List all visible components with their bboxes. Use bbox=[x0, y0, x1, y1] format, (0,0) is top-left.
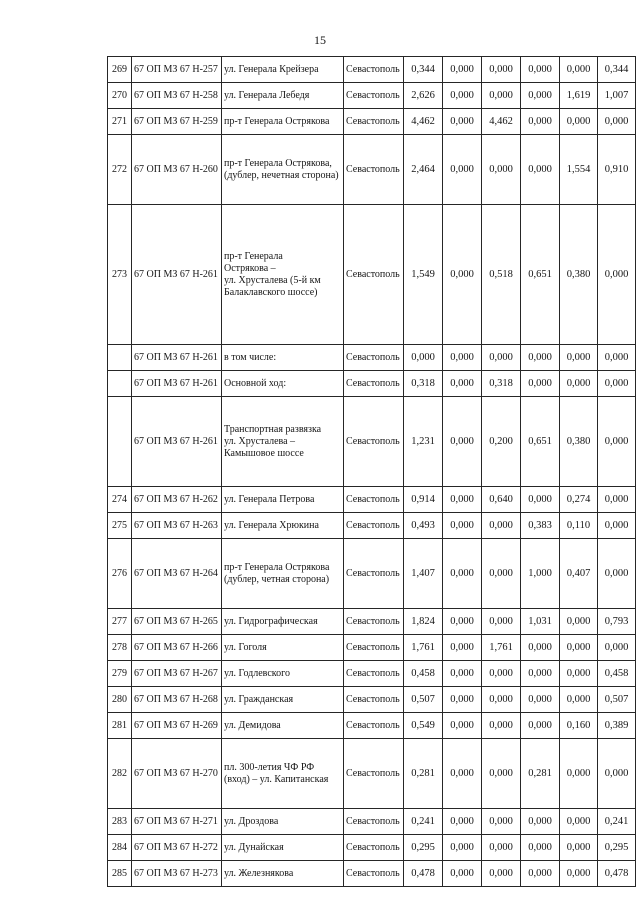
length-part-2-cell: 0,318 bbox=[482, 371, 521, 397]
settlement-cell: Севастополь bbox=[344, 713, 404, 739]
length-part-4-cell: 0,380 bbox=[560, 205, 598, 345]
road-id-cell: 67 ОП МЗ 67 Н-263 bbox=[132, 513, 222, 539]
length-part-5-cell: 0,793 bbox=[598, 609, 636, 635]
length-part-3-cell: 0,000 bbox=[521, 861, 560, 887]
settlement-cell: Севастополь bbox=[344, 835, 404, 861]
length-part-2-cell: 0,000 bbox=[482, 513, 521, 539]
road-name-cell: пр-т Генерала Острякова bbox=[222, 109, 344, 135]
road-id-cell: 67 ОП МЗ 67 Н-257 bbox=[132, 57, 222, 83]
length-total-cell: 0,318 bbox=[404, 371, 443, 397]
length-part-3-cell: 0,000 bbox=[521, 109, 560, 135]
table-row bbox=[108, 835, 636, 861]
road-name-cell: ул. Генерала Лебедя bbox=[222, 83, 344, 109]
settlement-cell: Севастополь bbox=[344, 83, 404, 109]
length-part-3-cell: 0,651 bbox=[521, 205, 560, 345]
length-part-4-cell: 0,000 bbox=[560, 57, 598, 83]
table-row bbox=[108, 739, 636, 809]
table-row bbox=[108, 487, 636, 513]
length-total-cell: 0,914 bbox=[404, 487, 443, 513]
length-part-3-cell: 0,000 bbox=[521, 135, 560, 205]
settlement-cell: Севастополь bbox=[344, 397, 404, 487]
row-number-cell: 270 bbox=[108, 83, 132, 109]
length-part-3-cell: 0,000 bbox=[521, 635, 560, 661]
road-id-cell: 67 ОП МЗ 67 Н-269 bbox=[132, 713, 222, 739]
length-total-cell: 1,549 bbox=[404, 205, 443, 345]
length-part-2-cell: 0,640 bbox=[482, 487, 521, 513]
length-part-2-cell: 0,518 bbox=[482, 205, 521, 345]
table-row bbox=[108, 397, 636, 487]
length-total-cell: 0,549 bbox=[404, 713, 443, 739]
road-id-cell: 67 ОП МЗ 67 Н-265 bbox=[132, 609, 222, 635]
page-number: 15 bbox=[314, 33, 326, 47]
road-id-cell: 67 ОП МЗ 67 Н-261 bbox=[132, 371, 222, 397]
length-part-1-cell: 0,000 bbox=[443, 687, 482, 713]
settlement-cell: Севастополь bbox=[344, 345, 404, 371]
length-part-3-cell: 0,651 bbox=[521, 397, 560, 487]
settlement-cell: Севастополь bbox=[344, 661, 404, 687]
table-row bbox=[108, 861, 636, 887]
settlement-cell: Севастополь bbox=[344, 739, 404, 809]
length-part-5-cell: 0,000 bbox=[598, 371, 636, 397]
length-total-cell: 0,478 bbox=[404, 861, 443, 887]
road-name-cell: ул. Демидова bbox=[222, 713, 344, 739]
length-part-3-cell: 1,000 bbox=[521, 539, 560, 609]
settlement-cell: Севастополь bbox=[344, 109, 404, 135]
length-total-cell: 4,462 bbox=[404, 109, 443, 135]
length-part-2-cell: 0,000 bbox=[482, 345, 521, 371]
length-part-4-cell: 1,619 bbox=[560, 83, 598, 109]
row-number-cell bbox=[108, 371, 132, 397]
length-part-5-cell: 1,007 bbox=[598, 83, 636, 109]
row-number-cell: 271 bbox=[108, 109, 132, 135]
length-part-1-cell: 0,000 bbox=[443, 861, 482, 887]
settlement-cell: Севастополь bbox=[344, 57, 404, 83]
length-part-4-cell: 0,000 bbox=[560, 345, 598, 371]
row-number-cell: 272 bbox=[108, 135, 132, 205]
length-part-5-cell: 0,458 bbox=[598, 661, 636, 687]
length-part-5-cell: 0,000 bbox=[598, 345, 636, 371]
length-part-2-cell: 0,000 bbox=[482, 83, 521, 109]
road-id-cell: 67 ОП МЗ 67 Н-270 bbox=[132, 739, 222, 809]
road-name-cell: пр-т Генерала Острякова (дублер, четная сторона) bbox=[222, 539, 344, 609]
road-name-cell: Основной ход: bbox=[222, 371, 344, 397]
road-name-cell: ул. Генерала Хрюкина bbox=[222, 513, 344, 539]
road-id-cell: 67 ОП МЗ 67 Н-271 bbox=[132, 809, 222, 835]
length-part-5-cell: 0,000 bbox=[598, 739, 636, 809]
length-part-5-cell: 0,000 bbox=[598, 397, 636, 487]
road-id-cell: 67 ОП МЗ 67 Н-261 bbox=[132, 397, 222, 487]
road-id-cell: 67 ОП МЗ 67 Н-267 bbox=[132, 661, 222, 687]
road-name-cell: в том числе: bbox=[222, 345, 344, 371]
road-name-cell: ул. Железнякова bbox=[222, 861, 344, 887]
length-part-3-cell: 0,000 bbox=[521, 687, 560, 713]
length-part-1-cell: 0,000 bbox=[443, 57, 482, 83]
roads-table bbox=[107, 56, 636, 887]
length-part-5-cell: 0,507 bbox=[598, 687, 636, 713]
length-part-2-cell: 0,000 bbox=[482, 135, 521, 205]
length-total-cell: 0,493 bbox=[404, 513, 443, 539]
road-name-cell: Транспортная развязка ул. Хрусталева – Камышовое шоссе bbox=[222, 397, 344, 487]
table-row bbox=[108, 109, 636, 135]
length-part-3-cell: 0,383 bbox=[521, 513, 560, 539]
length-part-5-cell: 0,000 bbox=[598, 539, 636, 609]
length-part-2-cell: 0,000 bbox=[482, 687, 521, 713]
road-name-cell: ул. Дунайская bbox=[222, 835, 344, 861]
length-part-2-cell: 0,000 bbox=[482, 661, 521, 687]
row-number-cell bbox=[108, 345, 132, 371]
length-part-2-cell: 0,000 bbox=[482, 809, 521, 835]
length-part-2-cell: 0,000 bbox=[482, 739, 521, 809]
table-body bbox=[108, 57, 636, 887]
settlement-cell: Севастополь bbox=[344, 205, 404, 345]
row-number-cell: 282 bbox=[108, 739, 132, 809]
settlement-cell: Севастополь bbox=[344, 609, 404, 635]
row-number-cell: 285 bbox=[108, 861, 132, 887]
length-part-3-cell: 0,000 bbox=[521, 345, 560, 371]
length-part-4-cell: 0,380 bbox=[560, 397, 598, 487]
settlement-cell: Севастополь bbox=[344, 371, 404, 397]
length-total-cell: 0,507 bbox=[404, 687, 443, 713]
settlement-cell: Севастополь bbox=[344, 635, 404, 661]
length-part-5-cell: 0,295 bbox=[598, 835, 636, 861]
length-part-1-cell: 0,000 bbox=[443, 371, 482, 397]
length-part-1-cell: 0,000 bbox=[443, 809, 482, 835]
length-total-cell: 0,295 bbox=[404, 835, 443, 861]
length-part-1-cell: 0,000 bbox=[443, 135, 482, 205]
length-part-2-cell: 0,000 bbox=[482, 861, 521, 887]
length-part-4-cell: 0,274 bbox=[560, 487, 598, 513]
settlement-cell: Севастополь bbox=[344, 487, 404, 513]
road-name-cell: пр-т Генерала Острякова – ул. Хрусталева (5-й км Балаклавского шоссе) bbox=[222, 205, 344, 345]
row-number-cell: 278 bbox=[108, 635, 132, 661]
settlement-cell: Севастополь bbox=[344, 809, 404, 835]
length-part-5-cell: 0,241 bbox=[598, 809, 636, 835]
table-row bbox=[108, 539, 636, 609]
length-part-5-cell: 0,000 bbox=[598, 487, 636, 513]
length-part-5-cell: 0,000 bbox=[598, 109, 636, 135]
length-part-4-cell: 0,000 bbox=[560, 809, 598, 835]
settlement-cell: Севастополь bbox=[344, 539, 404, 609]
length-total-cell: 1,407 bbox=[404, 539, 443, 609]
length-part-4-cell: 0,000 bbox=[560, 635, 598, 661]
length-part-5-cell: 0,389 bbox=[598, 713, 636, 739]
length-part-3-cell: 0,000 bbox=[521, 83, 560, 109]
length-part-2-cell: 4,462 bbox=[482, 109, 521, 135]
length-part-2-cell: 0,000 bbox=[482, 835, 521, 861]
length-part-5-cell: 0,000 bbox=[598, 205, 636, 345]
row-number-cell: 284 bbox=[108, 835, 132, 861]
road-id-cell: 67 ОП МЗ 67 Н-260 bbox=[132, 135, 222, 205]
length-part-1-cell: 0,000 bbox=[443, 539, 482, 609]
road-id-cell: 67 ОП МЗ 67 Н-259 bbox=[132, 109, 222, 135]
length-part-1-cell: 0,000 bbox=[443, 835, 482, 861]
length-total-cell: 2,464 bbox=[404, 135, 443, 205]
length-part-4-cell: 0,000 bbox=[560, 835, 598, 861]
table-row bbox=[108, 83, 636, 109]
table-row bbox=[108, 661, 636, 687]
length-part-1-cell: 0,000 bbox=[443, 109, 482, 135]
row-number-cell: 269 bbox=[108, 57, 132, 83]
road-name-cell: ул. Гоголя bbox=[222, 635, 344, 661]
length-part-2-cell: 0,000 bbox=[482, 713, 521, 739]
road-id-cell: 67 ОП МЗ 67 Н-266 bbox=[132, 635, 222, 661]
length-part-4-cell: 0,000 bbox=[560, 371, 598, 397]
road-id-cell: 67 ОП МЗ 67 Н-261 bbox=[132, 205, 222, 345]
row-number-cell: 280 bbox=[108, 687, 132, 713]
road-name-cell: ул. Генерала Петрова bbox=[222, 487, 344, 513]
length-part-3-cell: 0,000 bbox=[521, 487, 560, 513]
length-total-cell: 0,000 bbox=[404, 345, 443, 371]
table-row bbox=[108, 609, 636, 635]
row-number-cell: 273 bbox=[108, 205, 132, 345]
length-part-4-cell: 1,554 bbox=[560, 135, 598, 205]
length-total-cell: 1,231 bbox=[404, 397, 443, 487]
length-part-1-cell: 0,000 bbox=[443, 713, 482, 739]
settlement-cell: Севастополь bbox=[344, 861, 404, 887]
road-id-cell: 67 ОП МЗ 67 Н-264 bbox=[132, 539, 222, 609]
road-name-cell: ул. Годлевского bbox=[222, 661, 344, 687]
length-part-5-cell: 0,344 bbox=[598, 57, 636, 83]
length-total-cell: 2,626 bbox=[404, 83, 443, 109]
length-part-4-cell: 0,000 bbox=[560, 109, 598, 135]
row-number-cell: 275 bbox=[108, 513, 132, 539]
table-row bbox=[108, 635, 636, 661]
length-part-4-cell: 0,000 bbox=[560, 861, 598, 887]
length-part-5-cell: 0,478 bbox=[598, 861, 636, 887]
length-part-2-cell: 0,000 bbox=[482, 57, 521, 83]
settlement-cell: Севастополь bbox=[344, 513, 404, 539]
row-number-cell: 283 bbox=[108, 809, 132, 835]
length-part-4-cell: 0,000 bbox=[560, 609, 598, 635]
table-row bbox=[108, 809, 636, 835]
length-part-3-cell: 0,000 bbox=[521, 371, 560, 397]
road-name-cell: ул. Гидрографическая bbox=[222, 609, 344, 635]
road-name-cell: ул. Гражданская bbox=[222, 687, 344, 713]
length-part-4-cell: 0,000 bbox=[560, 687, 598, 713]
length-part-1-cell: 0,000 bbox=[443, 513, 482, 539]
table-row bbox=[108, 713, 636, 739]
length-part-4-cell: 0,110 bbox=[560, 513, 598, 539]
length-part-1-cell: 0,000 bbox=[443, 609, 482, 635]
table-row bbox=[108, 57, 636, 83]
length-part-3-cell: 1,031 bbox=[521, 609, 560, 635]
table-row bbox=[108, 371, 636, 397]
table-row bbox=[108, 687, 636, 713]
length-part-1-cell: 0,000 bbox=[443, 345, 482, 371]
length-part-1-cell: 0,000 bbox=[443, 83, 482, 109]
row-number-cell: 281 bbox=[108, 713, 132, 739]
table-row bbox=[108, 345, 636, 371]
length-total-cell: 0,458 bbox=[404, 661, 443, 687]
row-number-cell: 276 bbox=[108, 539, 132, 609]
length-part-2-cell: 0,200 bbox=[482, 397, 521, 487]
length-total-cell: 0,281 bbox=[404, 739, 443, 809]
length-part-5-cell: 0,910 bbox=[598, 135, 636, 205]
row-number-cell: 277 bbox=[108, 609, 132, 635]
length-part-4-cell: 0,000 bbox=[560, 661, 598, 687]
settlement-cell: Севастополь bbox=[344, 135, 404, 205]
length-part-2-cell: 0,000 bbox=[482, 539, 521, 609]
settlement-cell: Севастополь bbox=[344, 687, 404, 713]
length-part-2-cell: 0,000 bbox=[482, 609, 521, 635]
road-id-cell: 67 ОП МЗ 67 Н-261 bbox=[132, 345, 222, 371]
table-row bbox=[108, 135, 636, 205]
length-part-1-cell: 0,000 bbox=[443, 487, 482, 513]
table-row bbox=[108, 205, 636, 345]
road-id-cell: 67 ОП МЗ 67 Н-262 bbox=[132, 487, 222, 513]
length-part-3-cell: 0,000 bbox=[521, 713, 560, 739]
road-id-cell: 67 ОП МЗ 67 Н-272 bbox=[132, 835, 222, 861]
road-name-cell: пл. 300-летия ЧФ РФ (вход) – ул. Капитанская bbox=[222, 739, 344, 809]
length-part-4-cell: 0,160 bbox=[560, 713, 598, 739]
length-part-5-cell: 0,000 bbox=[598, 635, 636, 661]
length-part-5-cell: 0,000 bbox=[598, 513, 636, 539]
length-part-3-cell: 0,000 bbox=[521, 57, 560, 83]
length-part-1-cell: 0,000 bbox=[443, 205, 482, 345]
road-name-cell: пр-т Генерала Острякова, (дублер, нечетная сторона) bbox=[222, 135, 344, 205]
length-part-4-cell: 0,407 bbox=[560, 539, 598, 609]
length-part-2-cell: 1,761 bbox=[482, 635, 521, 661]
road-id-cell: 67 ОП МЗ 67 Н-273 bbox=[132, 861, 222, 887]
length-part-1-cell: 0,000 bbox=[443, 739, 482, 809]
row-number-cell bbox=[108, 397, 132, 487]
length-part-1-cell: 0,000 bbox=[443, 661, 482, 687]
length-part-1-cell: 0,000 bbox=[443, 397, 482, 487]
length-total-cell: 0,241 bbox=[404, 809, 443, 835]
table-row bbox=[108, 513, 636, 539]
length-part-3-cell: 0,000 bbox=[521, 835, 560, 861]
length-part-1-cell: 0,000 bbox=[443, 635, 482, 661]
road-name-cell: ул. Дроздова bbox=[222, 809, 344, 835]
road-id-cell: 67 ОП МЗ 67 Н-268 bbox=[132, 687, 222, 713]
length-part-3-cell: 0,000 bbox=[521, 809, 560, 835]
length-part-3-cell: 0,281 bbox=[521, 739, 560, 809]
length-part-3-cell: 0,000 bbox=[521, 661, 560, 687]
length-total-cell: 1,761 bbox=[404, 635, 443, 661]
length-part-4-cell: 0,000 bbox=[560, 739, 598, 809]
road-name-cell: ул. Генерала Крейзера bbox=[222, 57, 344, 83]
road-id-cell: 67 ОП МЗ 67 Н-258 bbox=[132, 83, 222, 109]
length-total-cell: 0,344 bbox=[404, 57, 443, 83]
row-number-cell: 274 bbox=[108, 487, 132, 513]
length-total-cell: 1,824 bbox=[404, 609, 443, 635]
row-number-cell: 279 bbox=[108, 661, 132, 687]
